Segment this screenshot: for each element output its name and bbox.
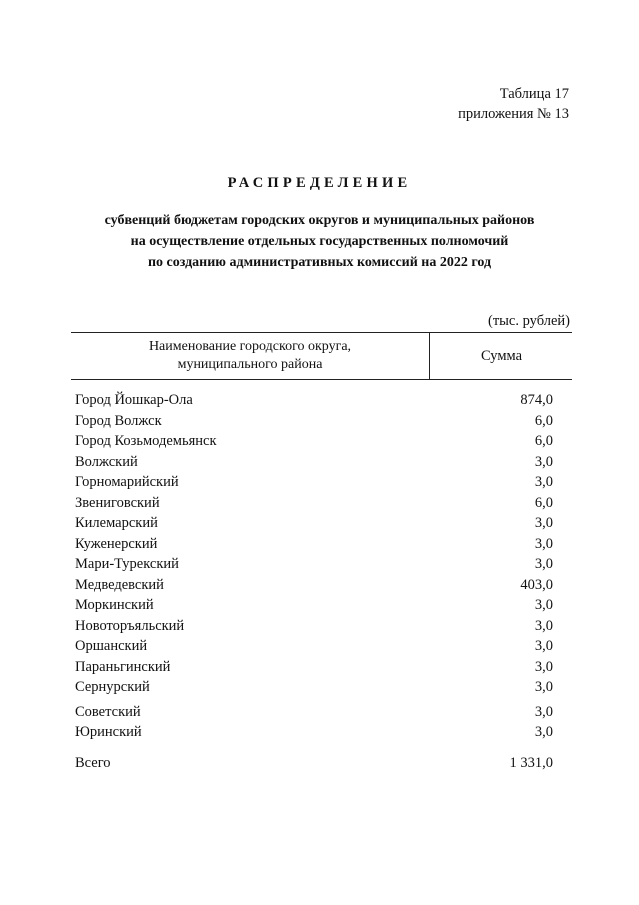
row-name: Звениговский — [75, 494, 160, 511]
table-header — [71, 332, 572, 380]
row-value: 3,0 — [534, 617, 553, 634]
subtitle-line: по созданию административных комиссий на 2022 год — [147, 255, 492, 270]
table-row — [75, 616, 553, 636]
table-row — [75, 513, 553, 533]
table-row — [75, 411, 553, 431]
row-value: 3,0 — [534, 453, 553, 470]
row-value: 6,0 — [534, 412, 553, 429]
row-value: 3,0 — [534, 704, 553, 720]
row-name: Медведевский — [75, 576, 164, 593]
row-value: 874,0 — [520, 392, 553, 408]
column-header-name — [71, 333, 430, 379]
total-value: 1 331,0 — [509, 755, 553, 771]
row-name: Горномарийский — [75, 474, 179, 490]
row-value: 3,0 — [534, 556, 553, 572]
document-heading: РАСПРЕДЕЛЕНИЕ — [227, 175, 412, 191]
column-header-sum: Сумма — [480, 347, 523, 364]
row-value: 3,0 — [534, 638, 553, 654]
table-row — [75, 702, 553, 722]
row-value: 403,0 — [520, 576, 553, 593]
row-name: Мари-Турекский — [75, 556, 179, 572]
row-value: 3,0 — [534, 658, 553, 675]
row-value: 3,0 — [534, 535, 553, 552]
row-name: Новоторъяльский — [75, 617, 185, 634]
row-name: Город Волжск — [75, 412, 162, 429]
units-label: (тыс. рублей) — [488, 313, 570, 329]
table-row — [75, 554, 553, 574]
row-value: 3,0 — [534, 724, 553, 740]
table-row — [75, 472, 553, 492]
table-row — [75, 722, 553, 742]
row-value: 3,0 — [534, 515, 553, 531]
row-value: 6,0 — [534, 433, 553, 449]
row-name: Килемарский — [75, 515, 158, 531]
column-header-name-line: муниципального района — [177, 357, 323, 372]
row-name: Моркинский — [75, 597, 154, 613]
subtitle-line: субвенций бюджетам городских округов и муниципальных районов — [104, 213, 535, 228]
table-row — [75, 677, 553, 697]
table-number-caption: Таблица 17 — [499, 86, 569, 102]
total-row — [75, 753, 553, 773]
table-row — [75, 657, 553, 677]
row-name: Советский — [75, 704, 141, 720]
row-name: Параньгинский — [75, 658, 171, 675]
row-value: 3,0 — [534, 597, 553, 613]
total-label: Всего — [75, 755, 111, 771]
row-name: Сернурский — [75, 679, 150, 695]
document-subtitle — [0, 210, 639, 273]
table-row — [75, 575, 553, 595]
table-row — [75, 390, 553, 410]
column-header-name-line: Наименование городского округа, — [148, 339, 352, 354]
table-row — [75, 452, 553, 472]
table-row — [75, 636, 553, 656]
table-row — [75, 431, 553, 451]
subtitle-line: на осуществление отдельных государственных полномочий — [130, 234, 509, 249]
row-value: 3,0 — [534, 474, 553, 490]
row-name: Волжский — [75, 453, 138, 470]
row-name: Оршанский — [75, 638, 148, 654]
row-name: Куженерский — [75, 535, 158, 552]
table-row — [75, 493, 553, 513]
table-row — [75, 595, 553, 615]
row-value: 3,0 — [534, 679, 553, 695]
row-value: 6,0 — [534, 494, 553, 511]
row-name: Город Козьмодемьянск — [75, 433, 217, 449]
table-row — [75, 534, 553, 554]
row-name: Город Йошкар-Ола — [75, 392, 193, 408]
row-name: Юринский — [75, 724, 142, 740]
appendix-number-caption: приложения № 13 — [458, 106, 569, 122]
